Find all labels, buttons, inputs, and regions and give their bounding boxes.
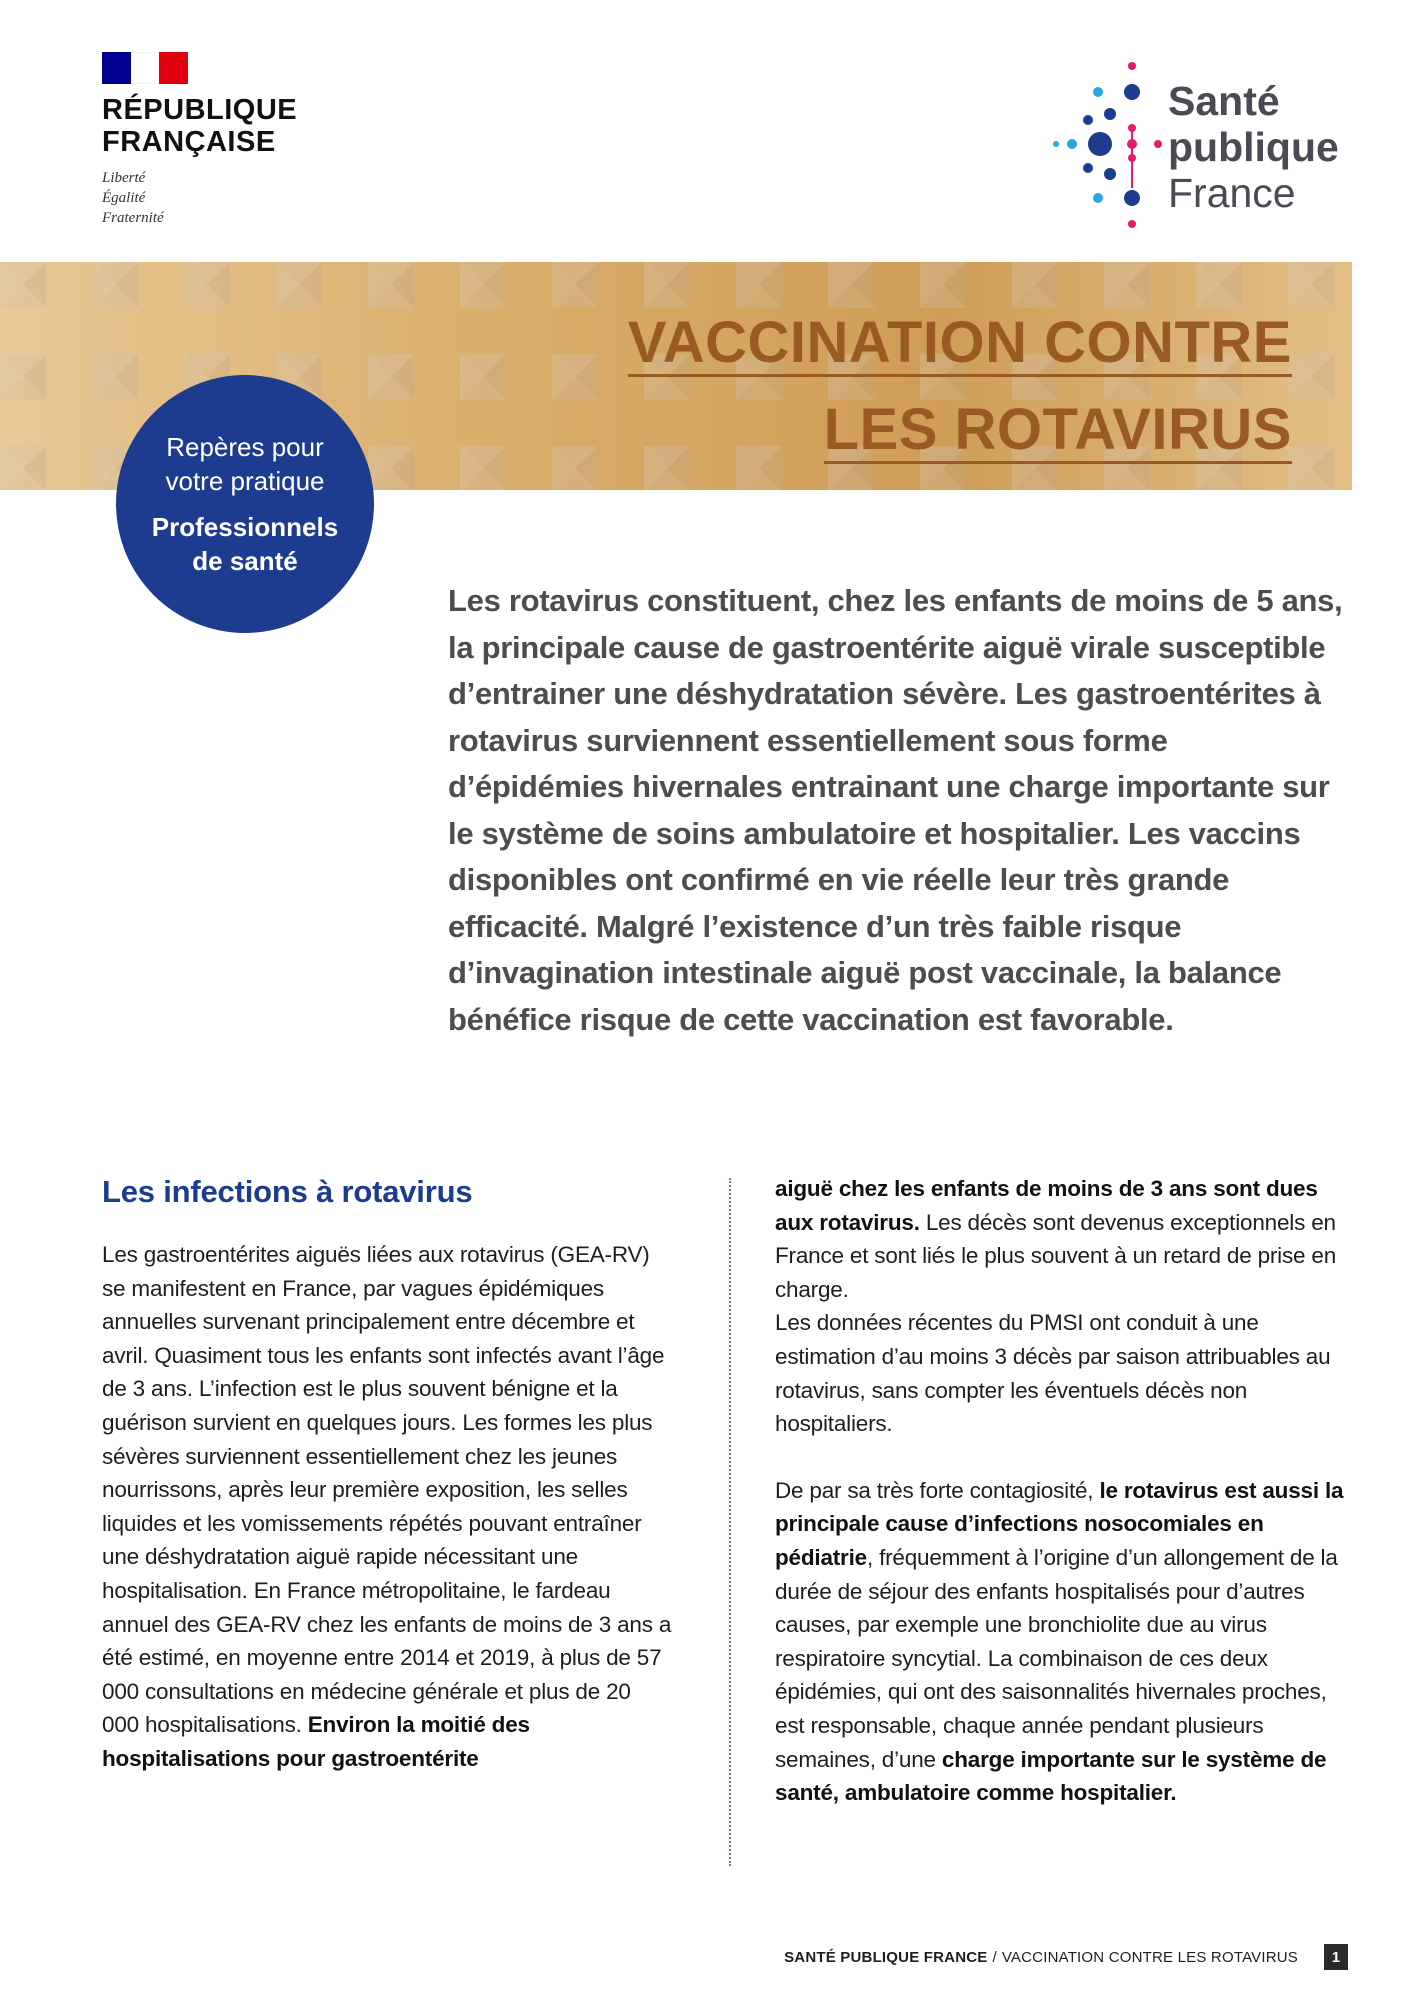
column-divider [729,1178,731,1866]
republique-motto: Liberté Égalité Fraternité [102,170,164,226]
republique-francaise-name: RÉPUBLIQUE FRANÇAISE [102,94,298,158]
sante-publique-france-logo [1048,58,1348,238]
audience-badge: Repères pour votre pratique Professionnels de santé [116,375,374,633]
page-number: 1 [1324,1944,1348,1970]
page-title: VACCINATION CONTRE LES ROTAVIRUS [627,310,1292,462]
footer-separator: / [992,1948,997,1966]
page-footer [784,1944,1348,1970]
footer-org: SANTÉ PUBLIQUE FRANCE [784,1948,988,1966]
left-paragraph: Les gastroentérites aiguës liées aux rotavirus (GEA-RV) se manifestent en France, par vagues épidémiques annuelles survenant principalement entre décembre et avril. Quasiment tous les enfants sont infectés avant l’âge de 3 ans. L’infection est le plus souvent bénigne et la guérison survient en quelques jours. Les formes les plus sévères surviennent essentiellement chez les jeunes nourrissons, après leur première exposition, les selles liquides et les vomissements répétés pouvant entraîner une déshydratation aiguë rapide nécessitant une hospitalisation. En France métropolitaine, le fardeau annuel des GEA-RV chez les enfants de moins de 3 ans a été estimé, en moyenne entre 2014 et 2019, à plus de 57 000 consultations en médecine générale et plus de 20 000 hospitalisations. Environ la moitié des hospitalisations pour gastroentérite [102,1242,672,1771]
spf-wordmark: Santé publique France [1168,78,1339,216]
right-paragraph-3: De par sa très forte contagiosité, le rotavirus est aussi la principale cause d’infections nosocomiales en pédiatrie, fréquemment à l’origine d’un allongement de la durée de séjour des enfants hospitalisés pour d’autres causes, par exemple une bronchiolite due au virus respiratoire syncytial. La combinaison de ces deux épidémies, qui ont des saisonnalités hivernales proches, est responsable, chaque année pendant plusieurs semaines, d’une charge importante sur le système de santé, ambulatoire comme hospitalier. [775,1477,1344,1806]
republique-francaise-logo [102,52,332,228]
right-column [775,1172,1347,1810]
intro-paragraph: Les rotavirus constituent, chez les enfants de moins de 5 ans, la principale cause de gastroentérite aiguë virale susceptible d’entrainer une déshydratation sévère. Les gastroentérites à rotavirus surviennent essentiellement sous forme d’épidémies hivernales entrainant une charge importante sur le système de soins ambulatoire et hospitalier. Les vaccins disponibles ont confirmé en vie réelle leur très grande efficacité. Malgré l’existence d’un très faible risque d’invagination intestinale aiguë post vaccinale, la balance bénéfice risque de cette vaccination est favorable. [448,583,1343,1037]
right-paragraph-1: aiguë chez les enfants de moins de 3 ans sont dues aux rotavirus. Les décès sont devenus exceptionnels en France et sont liés le plus souvent à un retard de prise en charge. [775,1176,1337,1302]
right-paragraph-2: Les données récentes du PMSI ont conduit à une estimation d’au moins 3 décès par saison attribuables au rotavirus, sans compter les éventuels décès non hospitaliers. [775,1310,1331,1437]
section-heading: Les infections à rotavirus [102,1174,473,1209]
left-column [102,1172,672,1776]
spf-molecule-icon [1048,58,1168,230]
marianne-flag-icon [102,52,188,84]
footer-doc-title: VACCINATION CONTRE LES ROTAVIRUS [1001,1948,1298,1966]
